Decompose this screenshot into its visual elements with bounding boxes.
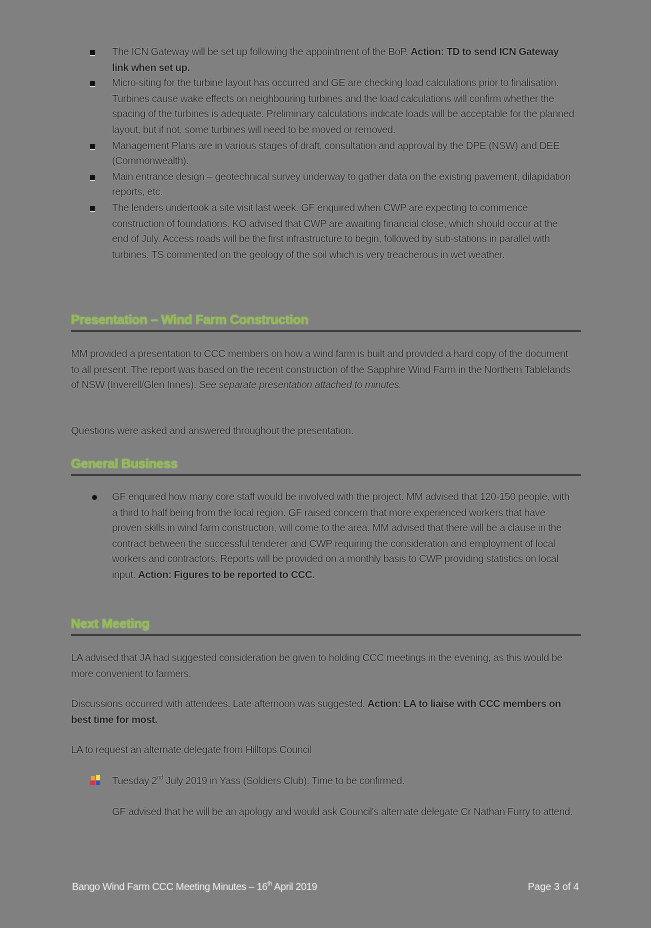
next-meeting-paragraph-2 — [71, 697, 576, 728]
section-heading-presentation: Presentation – Wind Farm Construction — [71, 312, 581, 332]
footer-title-post: April 2019 — [272, 882, 318, 893]
next-meeting-paragraph-3: LA to request an alternate delegate from Hilltops Council — [71, 745, 312, 756]
bullet-text: Micro-siting for the turbine layout has occurred and GE are checking load calculations prior to finalisation. Turbines cause wake effects on neighbouring turbines and the load calculations will confirm whether the spacing of the turbines is adequate. Preliminary calculations indicate loads will be acceptable for the planned layout, but if not, some turbines will need to be moved or removed. — [112, 78, 575, 136]
general-business-list — [90, 490, 575, 584]
square-bullet-icon — [90, 175, 95, 180]
presentation-paragraph — [71, 347, 576, 394]
attachment-note: See separate presentation attached to minutes. — [198, 380, 402, 392]
action-text: Action: TD to send ICN Gateway link when set up. — [112, 47, 559, 74]
section-heading-next-meeting: Next Meeting — [71, 616, 581, 636]
footer-title-ordinal: th — [267, 881, 273, 888]
date-text-pre: Tuesday 2 — [112, 776, 157, 787]
list-item — [90, 170, 575, 201]
next-meeting-paragraph-4: GF advised that he will be an apology and would ask Council's alternate delegate Cr Nathan Furry to attend. — [112, 807, 573, 818]
next-meeting-paragraph-1: LA advised that JA had suggested consideration be given to holding CCC meetings in the evening, as this would be more convenient to farmers. — [71, 653, 563, 680]
paragraph-text: MM provided a presentation to CCC members on how a wind farm is built and provided a hard copy of the document to all present. The report was based on the recent construction of the Sapphire Wind Farm in the Northern Tablelands of NSW (Inverell/Glen Innes). — [71, 349, 571, 392]
section-heading-general-business: General Business — [71, 456, 581, 476]
footer-title — [72, 882, 317, 893]
date-ordinal: nd — [156, 775, 164, 782]
windows-flag-icon — [90, 775, 101, 786]
list-item — [90, 201, 575, 263]
action-text: Action: Figures to be reported to CCC. — [138, 569, 315, 581]
list-item — [90, 139, 575, 170]
presentation-questions-paragraph: Questions were asked and answered throughout the presentation. — [71, 426, 354, 437]
bullet-text: Main entrance design – geotechnical survey underway to gather data on the existing pavement, dilapidation reports, etc. — [112, 171, 571, 199]
list-item — [90, 45, 575, 76]
square-bullet-icon — [90, 50, 95, 55]
square-bullet-icon — [90, 81, 95, 86]
bullet-text: The ICN Gateway will be set up following the appointment of the BoP. — [112, 47, 411, 58]
action-text: Action: LA to liaise with CCC members on best time for most. — [71, 699, 561, 726]
next-meeting-date-item — [90, 774, 597, 790]
footer-title-pre: Bango Wind Farm CCC Meeting Minutes – 16 — [72, 882, 268, 893]
date-text-post: July 2019 in Yass (Soldiers Club). Time to be confirmed. — [163, 776, 405, 787]
round-bullet-icon — [92, 495, 97, 500]
bullet-text: GF enquired how many core staff would be involved with the project. MM advised that 120-150 people, with a third to half being from the local region. GF raised concern that more experienced workers that have proven skills in wind farm construction, will come to the area. MM advised that there will be a clause in the contract between the successful tenderer and CWP requiring the consideration and employment of local workers and contractors. Reports will be provided on a monthly basis to CWP providing statistics on local input. — [112, 492, 570, 581]
square-bullet-icon — [90, 144, 95, 149]
list-item — [90, 490, 575, 584]
bullet-text: The lenders undertook a site visit last week. GF enquired when CWP are expecting to commence construction of foundations. KO advised that CWP are awaiting financial close, which should occur at the end of July. Access roads will be the first infrastructure to begin, followed by sub-stations in parallel with turbines. TS commented on the geology of the soil which is very treacherous in wet weather. — [112, 202, 558, 261]
square-bullet-icon — [90, 206, 95, 211]
bullet-text: Management Plans are in various stages of draft, consultation and approval by the DPE (NSW) and DEE (Commonwealth). — [112, 140, 560, 168]
paragraph-text: Discussions occurred with attendees. Late afternoon was suggested. — [71, 699, 368, 710]
list-item — [90, 76, 575, 138]
top-bullet-list — [90, 45, 575, 263]
page-number: Page 3 of 4 — [527, 882, 579, 893]
